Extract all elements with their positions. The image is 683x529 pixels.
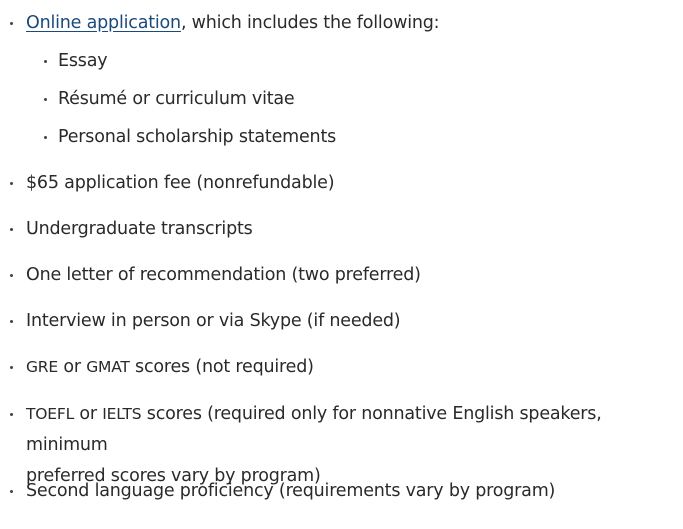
english-scores-text: scores (required only for nonnative English speakers, minimum bbox=[26, 404, 602, 455]
list-item-fee bbox=[26, 168, 677, 199]
ielts-abbr: IELTS bbox=[102, 405, 142, 423]
bullet-icon bbox=[10, 228, 13, 231]
or-text: or bbox=[74, 404, 103, 424]
bullet-icon bbox=[10, 320, 13, 323]
english-scores-text-line2: preferred scores vary by program) bbox=[26, 466, 321, 486]
bullet-icon bbox=[10, 274, 13, 277]
bullet-icon bbox=[44, 98, 47, 101]
sublist-item-essay bbox=[58, 46, 107, 77]
sublist-item-resume bbox=[58, 84, 295, 115]
list-item-online-application bbox=[26, 8, 677, 39]
bullet-icon bbox=[10, 182, 13, 185]
bullet-icon bbox=[10, 413, 13, 416]
list-item-label: Undergraduate transcripts bbox=[26, 219, 253, 239]
toefl-abbr: TOEFL bbox=[26, 405, 75, 423]
gmat-abbr: GMAT bbox=[86, 358, 130, 376]
online-application-link[interactable]: Online application bbox=[26, 13, 181, 33]
list-item-language bbox=[26, 476, 677, 507]
list-item-label: Second language proficiency (requirements vary by program) bbox=[26, 481, 556, 501]
bullet-icon bbox=[10, 22, 13, 25]
list-item-interview bbox=[26, 306, 677, 337]
sublist-item-label: Essay bbox=[58, 51, 108, 71]
list-item-test-scores bbox=[26, 352, 677, 383]
test-scores-text: scores (not required) bbox=[129, 357, 314, 377]
online-application-suffix: , which includes the following: bbox=[180, 13, 440, 33]
sublist-item-label: Résumé or curriculum vitae bbox=[58, 89, 295, 109]
list-item-label: Interview in person or via Skype (if needed) bbox=[26, 311, 401, 331]
list-item-transcripts bbox=[26, 214, 677, 245]
bullet-icon bbox=[44, 60, 47, 63]
bullet-icon bbox=[10, 366, 13, 369]
or-text: or bbox=[57, 357, 87, 377]
list-item-label: $65 application fee (nonrefundable) bbox=[26, 173, 335, 193]
list-item-recommendation bbox=[26, 260, 677, 291]
bullet-icon bbox=[10, 490, 13, 493]
gre-abbr: GRE bbox=[26, 358, 58, 376]
sublist-item-label: Personal scholarship statements bbox=[58, 127, 337, 147]
list-item-label: One letter of recommendation (two preferred) bbox=[26, 265, 421, 285]
bullet-icon bbox=[44, 136, 47, 139]
sublist-item-statements bbox=[58, 122, 336, 153]
